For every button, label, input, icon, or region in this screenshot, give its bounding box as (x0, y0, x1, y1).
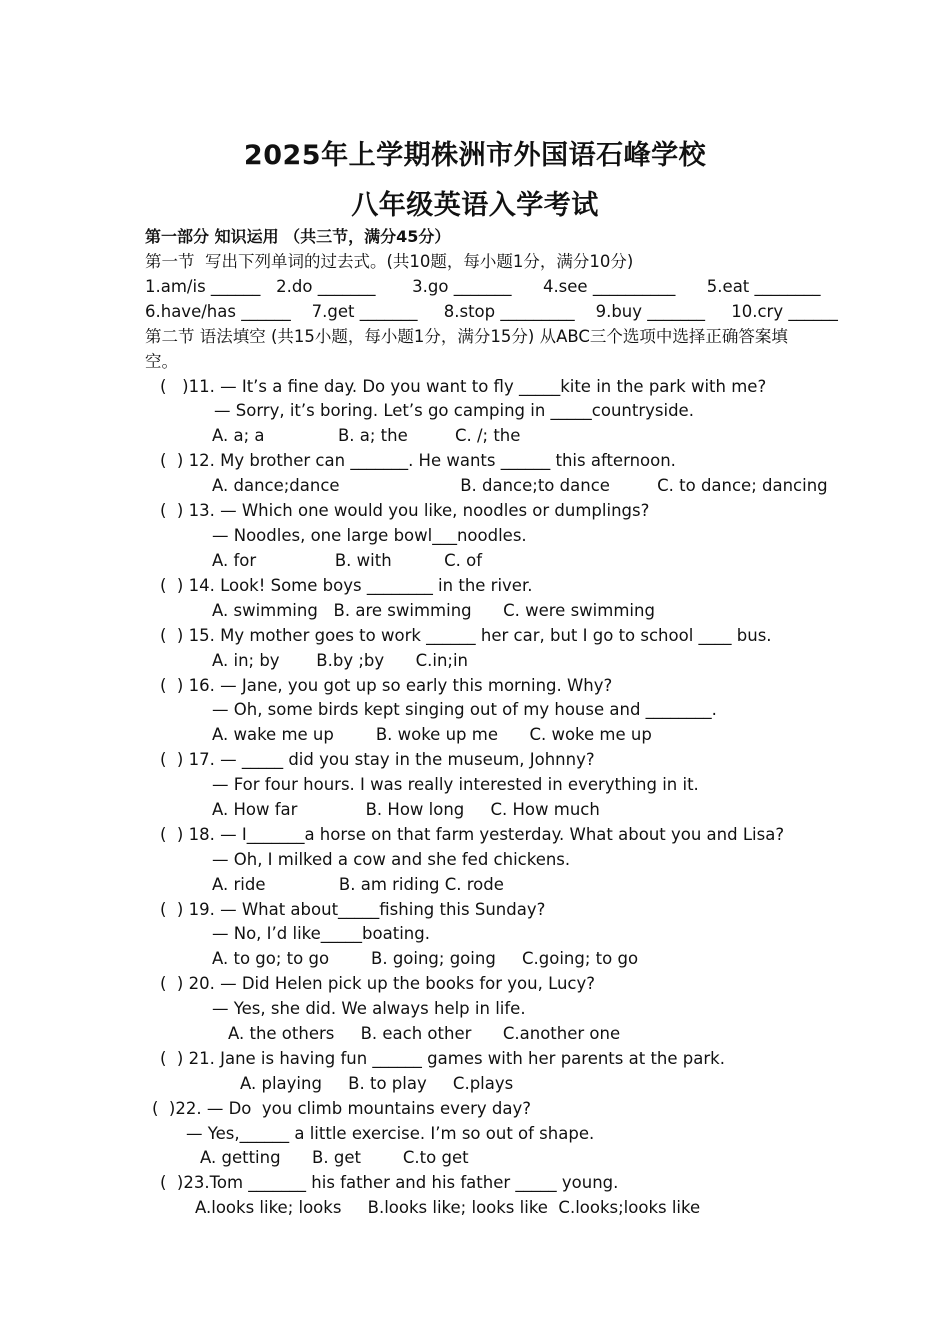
question-options: A. to go; to go B. going; going C.going; to go (212, 949, 639, 968)
past-tense-row-2: 6.have/has ______ 7.get _______ 8.stop _________ 9.buy _______ 10.cry ______ (145, 302, 838, 321)
question-stem: ( ) 19. — What about_____fishing this Sunday? (160, 900, 546, 919)
question-reply: — Sorry, it’s boring. Let’s go camping in _____countryside. (214, 401, 694, 420)
question-options: A. in; by B.by ;by C.in;in (212, 651, 469, 670)
question-reply: — For four hours. I was really interested in everything in it. (212, 775, 699, 794)
question-stem: ( ) 18. — I_______a horse on that farm yesterday. What about you and Lisa? (160, 825, 785, 844)
question-options: A. dance;dance B. dance;to dance C. to dance; dancing (212, 476, 828, 495)
question-stem: ( ) 17. — _____ did you stay in the museum, Johnny? (160, 750, 595, 769)
question-reply: — Yes,______ a little exercise. I’m so out of shape. (186, 1124, 595, 1143)
question-reply: — Oh, some birds kept singing out of my house and ________. (212, 700, 717, 719)
section1-heading: 第一节 写出下列单词的过去式。(共10题，每小题1分，满分10分) (145, 252, 634, 271)
question-options: A.looks like; looks B.looks like; looks like C.looks;looks like (195, 1198, 701, 1217)
question-reply: — Yes, she did. We always help in life. (212, 999, 526, 1018)
question-options: A. the others B. each other C.another one (228, 1024, 621, 1043)
question-stem: ( ) 12. My brother can _______. He wants ______ this afternoon. (160, 451, 676, 470)
question-stem: ( ) 21. Jane is having fun ______ games with her parents at the park. (160, 1049, 725, 1068)
section2-heading-cont: 空。 (145, 352, 178, 371)
question-options: A. How far B. How long C. How much (212, 800, 600, 819)
question-options: A. getting B. get C.to get (200, 1148, 469, 1167)
past-tense-row-1: 1.am/is ______ 2.do _______ 3.go _______ 4.see __________ 5.eat ________ (145, 277, 821, 296)
question-stem: ( )22. — Do you climb mountains every day? (152, 1099, 531, 1118)
question-stem: ( )23.Tom _______ his father and his father _____ young. (160, 1173, 619, 1192)
question-reply: — Noodles, one large bowl___noodles. (212, 526, 527, 545)
exam-title-line2: 八年级英语入学考试 (351, 190, 599, 221)
question-options: A. playing B. to play C.plays (240, 1074, 514, 1093)
question-options: A. ride B. am riding C. rode (212, 875, 504, 894)
question-options: A. swimming B. are swimming C. were swimming (212, 601, 655, 620)
question-options: A. a; a B. a; the C. /; the (212, 426, 521, 445)
question-stem: ( ) 16. — Jane, you got up so early this morning. Why? (160, 676, 613, 695)
question-options: A. for B. with C. of (212, 551, 483, 570)
question-reply: — No, I’d like_____boating. (212, 924, 430, 943)
question-stem: ( ) 13. — Which one would you like, noodles or dumplings? (160, 501, 650, 520)
question-reply: — Oh, I milked a cow and she fed chickens. (212, 850, 571, 869)
exam-title-line1: 2025年上学期株洲市外国语石峰学校 (243, 140, 707, 171)
part1-heading: 第一部分 知识运用 （共三节，满分45分） (145, 227, 451, 246)
question-options: A. wake me up B. woke up me C. woke me up (212, 725, 652, 744)
section2-heading: 第二节 语法填空 (共15小题，每小题1分，满分15分) 从ABC三个选项中选择正确答案填 (145, 327, 788, 346)
question-stem: ( )11. — It’s a fine day. Do you want to fly _____kite in the park with me? (160, 377, 767, 396)
question-stem: ( ) 20. — Did Helen pick up the books for you, Lucy? (160, 974, 596, 993)
question-stem: ( ) 15. My mother goes to work ______ her car, but I go to school ____ bus. (160, 626, 772, 645)
question-stem: ( ) 14. Look! Some boys ________ in the river. (160, 576, 533, 595)
